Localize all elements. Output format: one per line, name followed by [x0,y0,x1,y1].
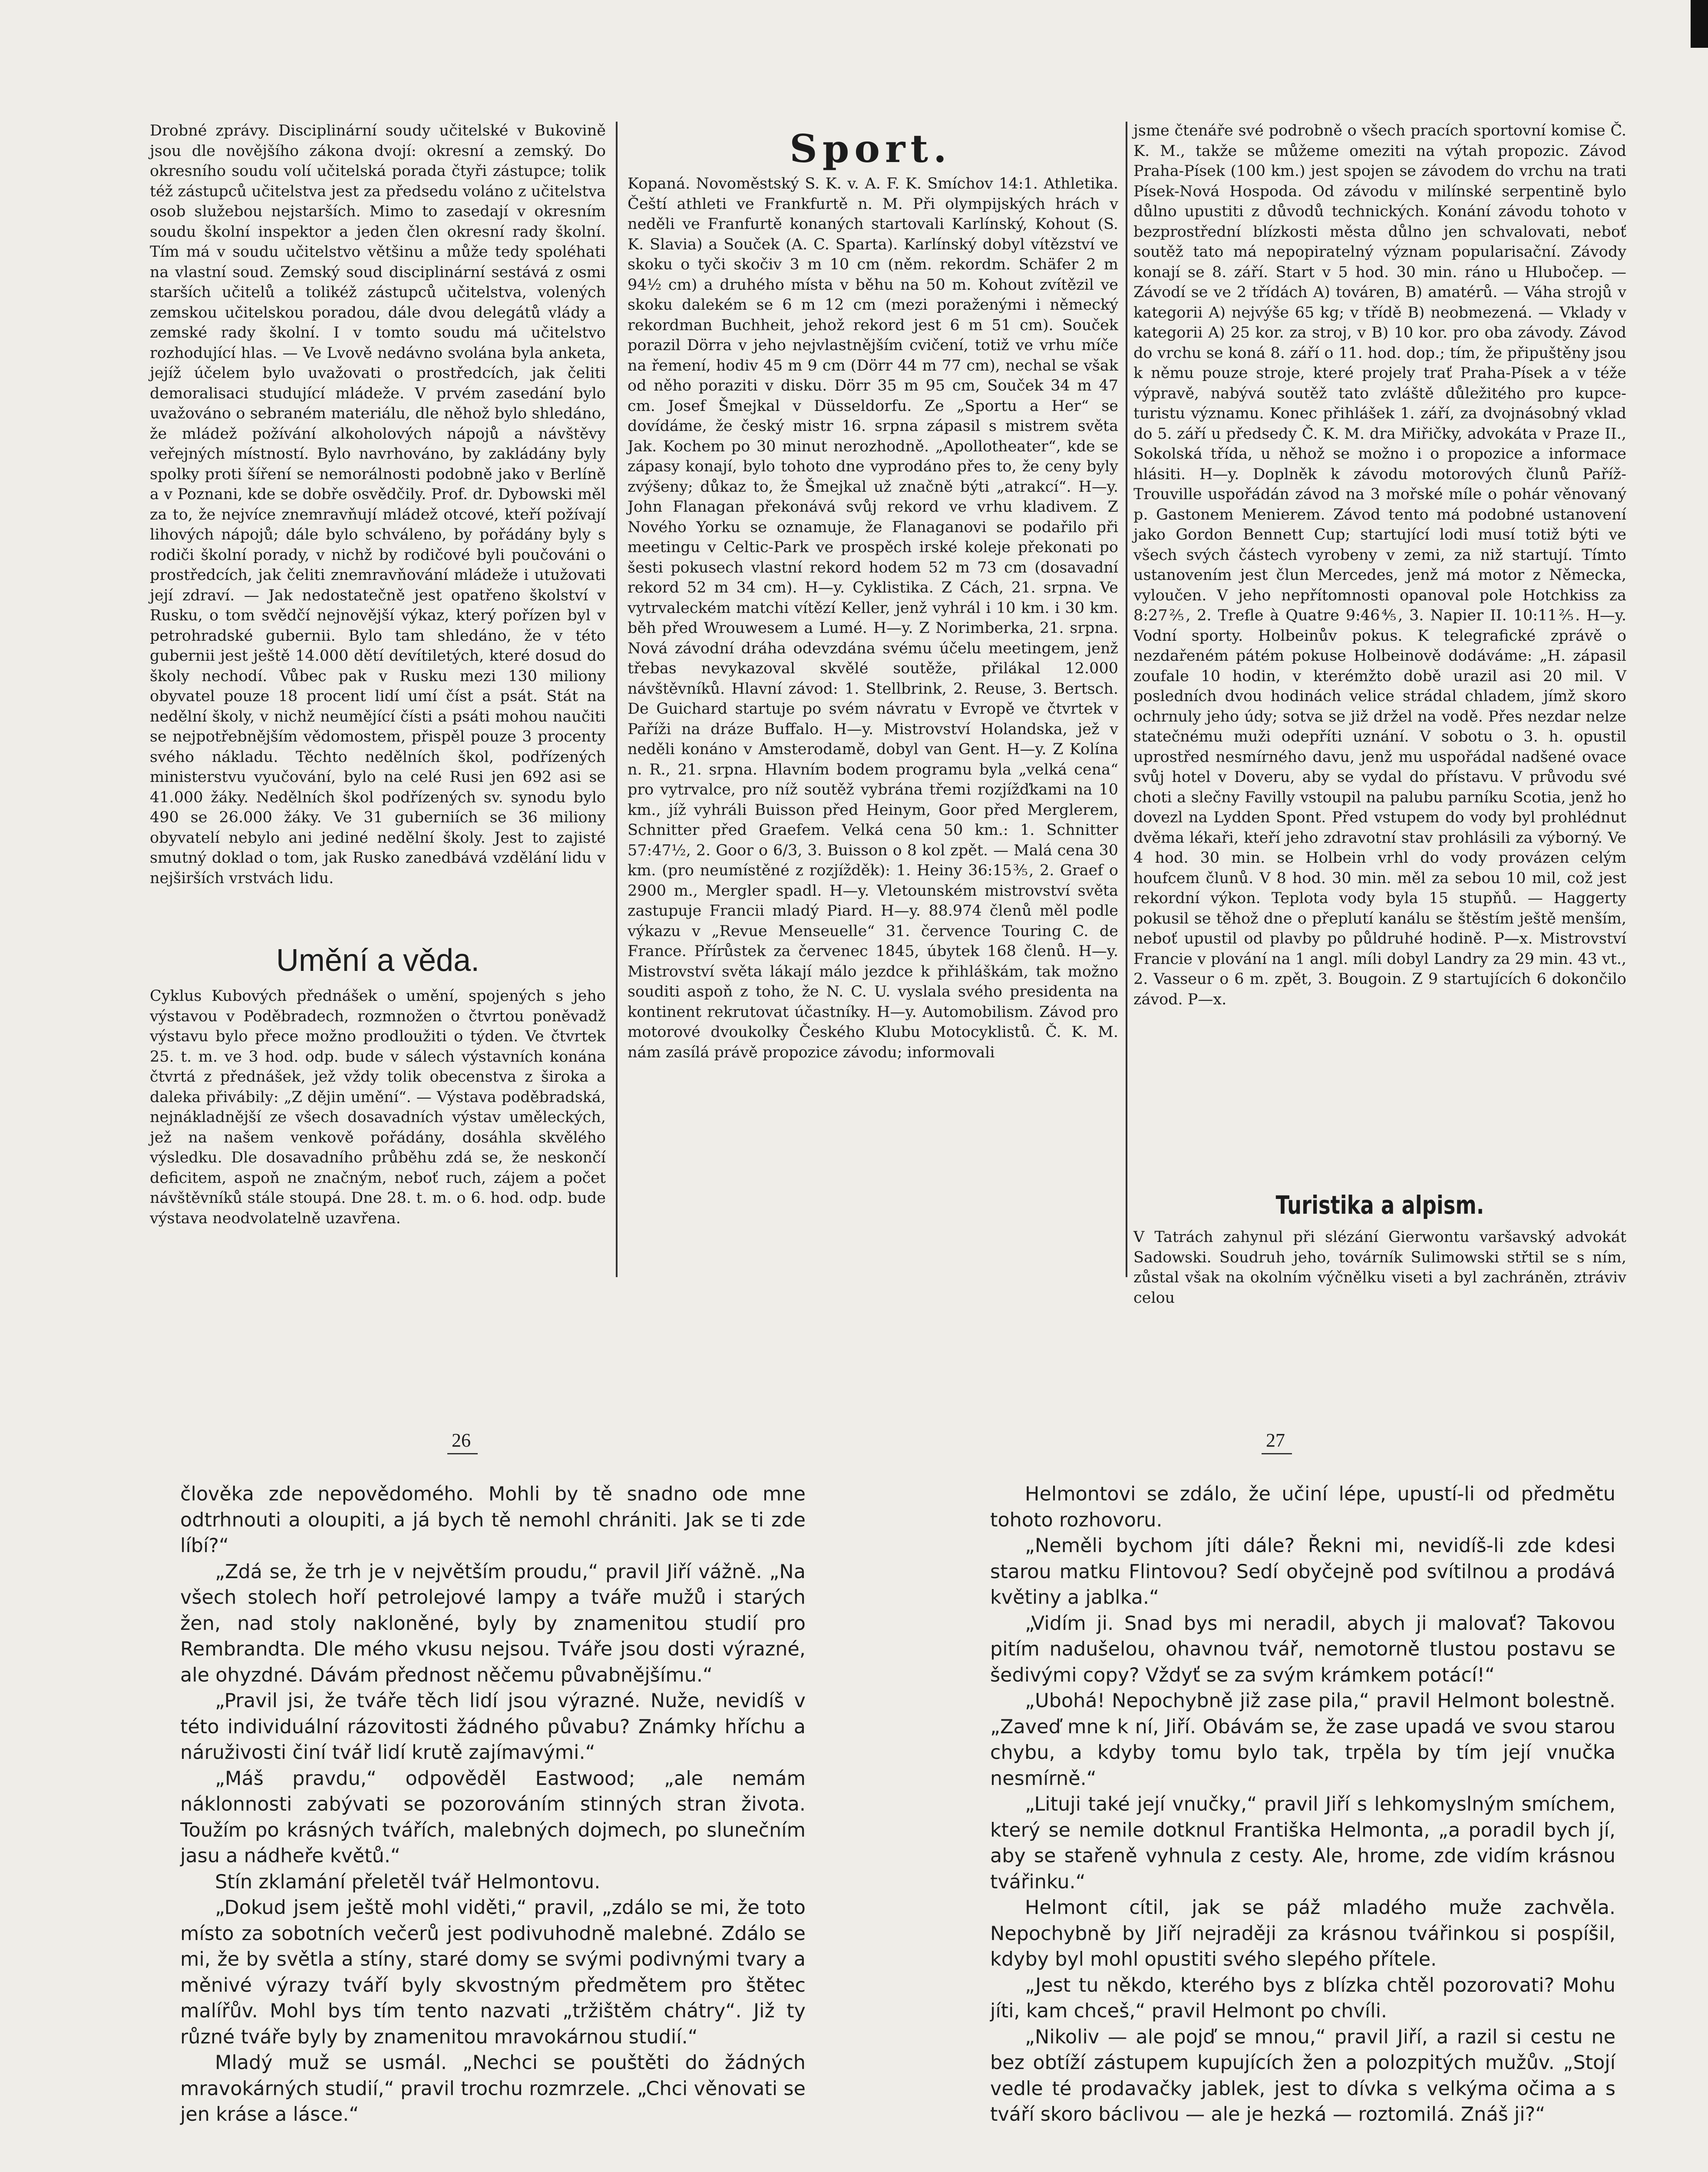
page-number-right: 27 [1266,1430,1285,1451]
motor-text: jsme čtenáře své podrobně o všech pracích sportovní komise Č. K. M., takže se můžeme omeziti na výtah propozic. Závod Praha-Písek (100 km.) jest spojen se závodem do vrchu na trati Písek-Nová Hospoda. Od závodu v milínské serpentině bylo důlno upustiti z důvodů technických. Konání závodu tohoto v bezprostřední blízkosti města důlno jen schvalovati, neboť soutěž tato má nepopiratelný význam popularisační. Závody konají se 8. září. Start v 5 hod. 30 min. ráno u Hlubočep. — Závodí se ve 2 třídách A) továren, B) amatérů. — Váha strojů v kategorii A) nejvýše 65 kg; v třídě B) neobmezená. — Vklady v kategorii A) 25 kor. za stroj, v B) 10 kor. pro oba závody. Závod do vrchu se koná 8. září o 11. hod. dop.; tím, že připuštěny jsou k němu pouze stroje, které projely trať Praha-Písek a v téže výpravě, nabývá soutěž tato zvláště důležitého pro kupce-turistu významu. Konec přihlášek 1. září, za dvojnásobný vklad do 5. září u předsedy Č. K. M. dra Miřičky, advokáta v Praze II., Sokolská třída, u něhož se možno i o propozice a informace hlásiti. H—y. Doplněk k závodu motorových člunů Paříž-Trouville uspořádán závod na 3 mořské míle o pohár věnovaný p. Gastonem Menierem. Závod tento má podobné ustanovení jako Gordon Bennett Cup; startující lodi musí totiž býti ve všech svých částech vyrobeny v zemi, za niž startují. Tímto ustanovením jest člun Mercedes, jenž má motor z Německa, vyloučen. V jeho nepřítomnosti opanoval pole Hotchkiss za 8:27⅖, 2. Trefle à Quatre 9:46⅘, 3. Napier II. 10:11⅖. H—y. Vodní sporty. Holbeinův pokus. K telegrafické zprávě o nezdařeném pátém pokuse Holbeinově dodáváme: „H. zápasil zoufale 10 hodin, v kterémžto době urazil asi 20 mil. V posledních dvou hodinách velice strádal chladem, jímž skoro ochrnuly jeho údy; sotva se již držel na vodě. Přes nezdar nelze statečnému muži odepříti uznání. V sobotu o 3. h. opustil uprostřed nesmírného davu, jenž mu uspořádal nadšené ovace svůj hotel v Doveru, aby se vydal do přístavu. V průvodu své choti a slečny Favilly vstoupil na palubu parníku Scotia, jenž ho dovezl na Lydden Spont. Před vstupem do vody byl prohlédnut dvěma lékaři, kteří jeho zdravotní stav prohlásili za výborný. Ve 4 hod. 30 min. se Holbein vrhl do vody provázen celým houfcem člunů. V 8 hod. 30 min. měl za sebou 10 mil, což jest rekordní výkon. Teplota vody byla 15 stupňů. — Haggerty pokusil se těhož dne o přeplutí kanálu se štěstím ještě menším, neboť upustil od plavby po půldruhé hodině. P—x. Mistrovství Francie v plování na 1 angl. míli dobyl Landry za 29 min. 43 vt., 2. Vasseur o 6 m. zpět, 3. Bougoin. Z 9 startujících 6 dokončilo závod. P—x. [1133,122,1626,1008]
story-paragraph: Stín zklamání přeletěl tvář Helmontovu. [215,1871,601,1893]
story-paragraph: Helmontovi se zdálo, že učiní lépe, upustí-li od předmětu tohoto rozhovoru. [990,1483,1615,1531]
story-paragraph: „Ubohá! Nepochybně již zase pila,“ pravil Helmont bolestně. „Zaveď mne k ní, Jiří. Obávám se, že zase upadá ve svou starou chybu, a kdyby tomu bylo tak, trpěla by tím její vnučka nesmírně.“ [990,1690,1615,1790]
scan-edge-mark [1691,0,1708,48]
turistika-heading: Turistika a alpism. [1275,1190,1484,1220]
page-number-right-underline [1262,1453,1292,1454]
story-paragraph: Helmont cítil, jak se páž mladého muže zachvěla. Nepochybně by Jiří nejraději za krásnou tvářinkou si pospíšil, kdyby byl mohl opustiti svého slepého přítele. [990,1897,1615,1970]
news-column-left [150,121,606,937]
story-paragraph: „Vidím ji. Snad bys mi neradil, abych ji malovať? Takovou pitím nadušelou, ohavnou tvář, nemotorně tlustou postavu se šedivými copy? Vždyť se za svým krámkem potácí!“ [990,1612,1615,1686]
story-paragraph: „Zdá se, že trh je v největším proudu,“ pravil Jiří vážně. „Na všech stolech hoří petrolejové lampy a tváře mužů i starých žen, nad stoly nakloněné, byly by znamenitou studií pro Rembrandta. Dle mého vkusu nejsou. Tváře jsou dosti výrazné, ale ohyzdné. Dávám přednost něčemu půvabnějšímu.“ [180,1560,806,1686]
kuba-lectures-paragraph: Cyklus Kubových přednášek o umění, spojených s jeho výstavou v Poděbradech, rozmnožen o čtvrtou poněvadž výstavu bylo přece možno prodloužiti o týden. Ve čtvrtek 25. t. m. ve 3 hod. odp. bude v sálech výstavních konána čtvrtá z přednášek, jež vždy tolik obecenstva z široka a daleka přivábily: „Z dějin umění“. — Výstava poděbradská, nejnákladnější ze všech dosavadních výstav uměleckých, jež na našem venkově pořádány, dosáhla skvělého výsledku. Dle dosavadního průběhu zdá se, že neskončí deficitem, aspoň ne značným, neboť ruch, zájem a počet návštěvníků stále stoupá. Dne 28. t. m. o 6. hod. odp. bude výstava neodvolatelně uzavřena. [150,987,606,1227]
page-number-left: 26 [452,1430,471,1451]
story-paragraph: „Máš pravdu,“ odpověděl Eastwood; „ale nemám náklonnosti zabývati se pozorováním stinných stran života. Toužím po krásných tvářích, malebných dojmech, po slunečním jasu a nádheře květů.“ [180,1767,806,1867]
turistika-column [1133,1227,1626,1307]
story-column-right [990,1481,1615,2128]
story-column-left [180,1481,806,2128]
umeni-a-veda-heading: Umění a věda. [276,943,480,978]
tatry-paragraph: V Tatrách zahynul při slézání Gierwontu varšavský advokát Sadowski. Soudruh jeho, továrník Sulimowski střtil se s ním, zůstal však na okolním výčnělku viseti a byl zachráněn, ztráviv celou [1133,1228,1626,1307]
story-paragraph: „Dokud jsem ještě mohl viděti,“ pravil, „zdálo se mi, že toto místo za sobotních večerů jest podivuhodně malebné. Zdálo se mi, že by světla a stíny, staré domy se svými podivnými tvary a měnivé výrazy tváří byly skvostným předmětem pro štětec malířův. Mohl bys tím tento nazvati „tržištěm chátry“. Již ty různé tváře byly by znamenitou mravokárnou studií.“ [180,1897,806,2048]
umeni-column [150,986,606,1251]
story-paragraph: „Neměli bychom jíti dále? Řekni mi, nevidíš-li zde kdesi starou matku Flintovou? Sedí obyčejně pod svítilnou a prodává květiny a jablka.“ [990,1535,1615,1609]
story-paragraph: „Jest tu někdo, kterého bys z blízka chtěl pozorovati? Mohu jíti, kam chceš,“ pravil Helmont po chvíli. [990,1974,1615,2022]
motor-column [1133,121,1626,1181]
sport-heading: Sport. [790,126,952,171]
story-paragraph: „Lituji také její vnučky,“ pravil Jiří s lehkomyslným smíchem, který se nemile dotknul Františka Helmonta, „a poradil bych jí, aby se stařeně vyhnula z cesty. Ale, hrome, zde vidím krásnou tvářinku.“ [990,1793,1615,1893]
sport-column [628,174,1118,1273]
drobne-zpravy-paragraph: Drobné zprávy. Disciplinární soudy učitelské v Bukovině jsou dle novějšího zákona dvojí: okresní a zemský. Do okresního soudu volí učitelská porada čtyři zástupce; tolik též zástupců učitelstva jest za předsedu voláno z učitelstva osob služebou nejstarších. Mimo to zasedají v okresním soudu školní inspektor a jeden člen okresní rady školní. Tím má v soudu učitelstvo většinu a může tedy spoléhati na vlastní soud. Zemský soud disciplinární sestává z osmi starších učitelů a tolikéž zástupců učitelstva, volených zemskou učitelskou poradou, dále dvou delegátů vlády a zemské rady školní. I v tomto soudu má učitelstvo rozhodující hlas. — Ve Lvově nedávno svolána byla anketa, jejíž účelem bylo uvažovati o prostředcích, jak čeliti demoralisaci studující mládeže. V prvém zasedání bylo uvažováno o sebraném materiálu, dle něhož bylo shledáno, že mládež požívání alkoholových nápojů a návštěvy veřejných místností. Bylo navrhováno, by zakládány byly spolky proti šíření se nemorálnosti podobně jako v Berlíně a v Poznani, kde se dobře osvědčily. Prof. dr. Dybowski měl za to, že nejvíce znemravňují mládež otcové, kteří požívají lihových nápojů; dále bylo schváleno, by pořádány byly s rodiči školní porady, v nichž by rodičové byli poučováni o prostředcích, jak čeliti znemravňování mládeže i utužovati její zdraví. — Jak nedostatečně jest opatřeno školství v Rusku, o tom svědčí nejnovější výkaz, který pořízen byl v petrohradské gubernii. Bylo tam shledáno, že v této gubernii jest ještě 14.000 dětí devítiletých, které dosud do školy nechodí. Vůbec pak v Rusku mezi 130 miliony obyvatel pouze 18 procent lidí umí číst a psát. Stát na nedělní školy, v nichž neumějící čísti a psáti mohou naučiti se nejpotřebnějším vědomostem, přispěl pouze 3 procenty svého nákladu. Těchto nedělních škol, podřízených ministerstvu vyučování, bylo na celé Rusi jen 692 asi se 41.000 žáky. Nedělních škol podřízených sv. synodu bylo 490 se 26.000 žáky. Ve 31 guberniích se 36 miliony obyvatelí nebylo ani jediné nedělní školy. Jest to zajisté smutný doklad o tom, jak Rusko zanedbává vzdělání lidu v nejširších vrstvách lidu. [150,122,606,887]
story-paragraph: „Pravil jsi, že tváře těch lidí jsou výrazné. Nuže, nevidíš v této individuální rázovitosti žádného půvabu? Známky hříchu a náruživosti činí tvář lidí krutě zajímavými.“ [180,1690,806,1764]
column-rule-2 [1126,122,1127,1277]
page-number-left-underline [447,1453,478,1454]
sport-text: Kopaná. Novoměstský S. K. v. A. F. K. Smíchov 14:1. Athletika. Čeští athleti ve Frankfurtě n. M. Při olympijských hrách v neděli ve Franfurtě konaných startovali Karlínský, Kohout (S. K. Slavia) a Souček (A. C. Sparta). Karlínský dobyl vítězství ve skoku o tyči skočiv 3 m 10 cm (něm. rekordm. Schäfer 2 m 94½ cm) a druhého místa v běhu na 50 m. Kohout zvítězil ve skoku dalekém se 6 m 12 cm (mezi poraženými i německý rekordman Buchheit, jehož rekord jest 6 m 51 cm). Souček porazil Dörra v jeho nejvlastnějším cvičení, totiž ve vrhu míče na řemení, hodiv 45 m 9 cm (Dörr 44 m 77 cm), nechal se však od něho poraziti v disku. Dörr 35 m 95 cm, Souček 34 m 47 cm. Josef Šmejkal v Düsseldorfu. Ze „Sportu a Her“ se dovídáme, že český mistr 16. srpna zápasil s mistrem světa Jak. Kochem po 30 minut nerozhodně. „Apollotheater“, kde se zápasy konají, bylo tohoto dne vyprodáno přes to, že ceny byly zvýšeny; důkaz to, že Šmejkal už značně býti „atrakcí“. H—y. John Flanagan překonává svůj rekord ve vrhu kladivem. Z Nového Yorku se oznamuje, že Flanaganovi se podařilo při meetingu v Celtic-Park ve prospěch irské koleje překonati po šesti pokusech vlastní rekord hodem 52 m 73 cm (dosavadní rekord 52 m 34 cm). H—y. Cyklistika. Z Cách, 21. srpna. Ve vytrvaleckém matchi vítězí Keller, jenž vyhrál i 10 km. i 30 km. běh před Wrouwesem a Lumé. H—y. Z Norimberka, 21. srpna. Nová závodní dráha odevzdána svému účelu meetingem, jenž třebas nevykazoval skvělé soutěže, přilákal 12.000 návštěvníků. Hlavní závod: 1. Stellbrink, 2. Reuse, 3. Bertsch. De Guichard startuje po svém návratu v Evropě ve čtvrtek v Paříži na dráze Buffalo. H—y. Mistrovství Holandska, jež v neděli konáno v Amsterodamě, dobyl van Gent. H—y. Z Kolína n. R., 21. srpna. Hlavním bodem programu byla „velká cena“ pro vytrvalce, pro níž soutěž vybrána třemi rozjížďkami na 10 km., jíž vyhráli Buisson před Heinym, Goor před Merglerem, Schnitter před Graefem. Velká cena 50 km.: 1. Schnitter 57:47½, 2. Goor o 6/3, 3. Buisson o 8 kol zpět. — Malá cena 30 km. (pro neumístěné z rozjížděk): 1. Heiny 36:15⅗, 2. Graef o 2900 m., Mergler spadl. H—y. Vletounském mistrovství světa zastupuje Francii mladý Piard. H—y. 88.974 členů měl podle výkazu v „Revue Menseuelle“ 31. července Touring C. de France. Přírůstek za červenec 1845, úbytek 168 členů. H—y. Mistrovství světa lákají málo jezdce k přihláškám, tak možno souditi aspoň z toho, že N. C. U. vyslala svého presidenta na kontinent rekrutovat účastníky. H—y. Automobilism. Závod pro motorové dvoukolky Českého Klubu Motocyklistů. Č. K. M. nám zasílá právě propozice závodu; informovali [628,175,1118,1061]
story-paragraph: člověka zde nepovědomého. Mohli by tě snadno ode mne odtrhnouti a oloupiti, a já bych tě nemohl chrániti. Jak se ti zde líbí?“ [180,1483,806,1557]
story-paragraph: Mladý muž se usmál. „Nechci se pouštěti do žádných mravokárných studií,“ pravil trochu rozmrzele. „Chci věnovati se jen kráse a lásce.“ [180,2052,806,2126]
story-paragraph: „Nikoliv — ale pojď se mnou,“ pravil Jiří, a razil si cestu ne bez obtíží zástupem kupujících žen a polozpitých mužův. „Stojí vedle té prodavačky jablek, jest to dívka s velkýma očima a s tváří skoro báclivou — ale je hezká — roztomilá. Znáš ji?“ [990,2026,1615,2126]
column-rule-1 [616,122,618,1277]
